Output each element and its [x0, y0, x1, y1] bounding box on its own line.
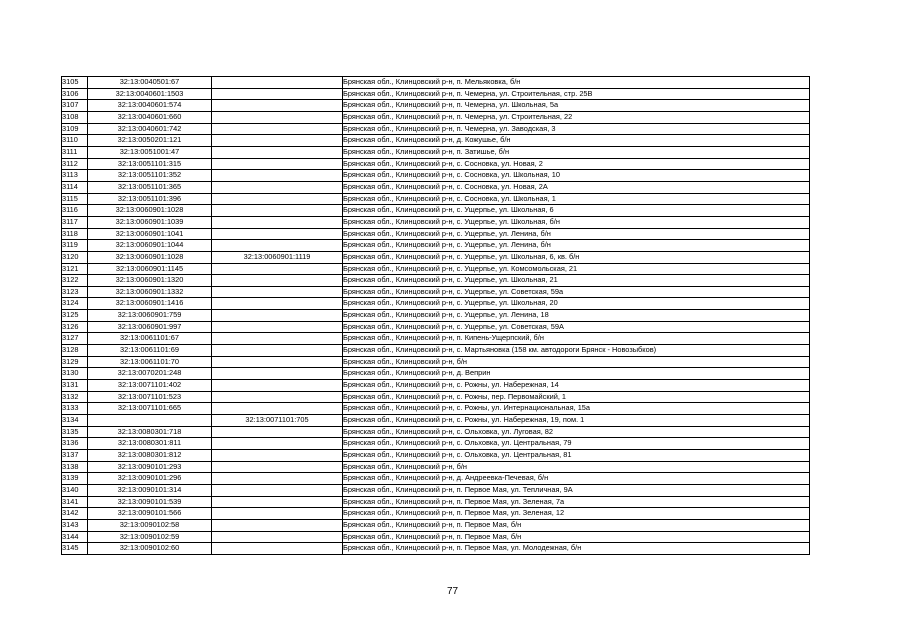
- table-row: [62, 368, 810, 380]
- row-number-cell: 3127: [62, 333, 88, 345]
- table-row: [62, 228, 810, 240]
- row-number-cell: 3132: [62, 391, 88, 403]
- cadastral-number-cell: 32:13:0070201:248: [88, 368, 212, 380]
- row-number-cell: 3133: [62, 403, 88, 415]
- cadastral-number-cell: 32:13:0090102:59: [88, 531, 212, 543]
- property-registry-table: [61, 76, 810, 555]
- linked-cadastral-number-cell: [212, 263, 343, 275]
- linked-cadastral-number-cell: [212, 181, 343, 193]
- address-cell: Брянская обл., Клинцовский р-н, с. Ущерпье, ул. Ленина, б/н: [343, 240, 810, 252]
- row-number-cell: 3138: [62, 461, 88, 473]
- address-cell: Брянская обл., Клинцовский р-н, с. Ольховка, ул. Луговая, 82: [343, 426, 810, 438]
- row-number-cell: 3109: [62, 123, 88, 135]
- row-number-cell: 3143: [62, 519, 88, 531]
- cadastral-number-cell: 32:13:0090101:314: [88, 484, 212, 496]
- cadastral-number-cell: 32:13:0061101:67: [88, 333, 212, 345]
- row-number-cell: 3108: [62, 111, 88, 123]
- linked-cadastral-number-cell: [212, 158, 343, 170]
- address-cell: Брянская обл., Клинцовский р-н, п. Чемерна, ул. Заводская, 3: [343, 123, 810, 135]
- linked-cadastral-number-cell: [212, 368, 343, 380]
- address-cell: Брянская обл., Клинцовский р-н, с. Ущерпье, ул. Советская, 59А: [343, 321, 810, 333]
- address-cell: Брянская обл., Клинцовский р-н, с. Ущерпье, ул. Комсомольская, 21: [343, 263, 810, 275]
- table-row: [62, 77, 810, 89]
- cadastral-number-cell: 32:13:0051101:396: [88, 193, 212, 205]
- address-cell: Брянская обл., Клинцовский р-н, п. Мельяковка, б/н: [343, 77, 810, 89]
- row-number-cell: 3140: [62, 484, 88, 496]
- address-cell: Брянская обл., Клинцовский р-н, с. Ущерпье, ул. Школьная, 6, кв. б/н: [343, 251, 810, 263]
- linked-cadastral-number-cell: [212, 356, 343, 368]
- cadastral-number-cell: 32:13:0060901:1320: [88, 275, 212, 287]
- cadastral-number-cell: 32:13:0060901:1044: [88, 240, 212, 252]
- linked-cadastral-number-cell: [212, 240, 343, 252]
- address-cell: Брянская обл., Клинцовский р-н, д. Андреевка-Печевая, б/н: [343, 473, 810, 485]
- row-number-cell: 3117: [62, 216, 88, 228]
- row-number-cell: 3126: [62, 321, 88, 333]
- table-row: [62, 473, 810, 485]
- cadastral-number-cell: 32:13:0051001:47: [88, 146, 212, 158]
- table-row: [62, 298, 810, 310]
- address-cell: Брянская обл., Клинцовский р-н, п. Чемерна, ул. Строительная, стр. 25В: [343, 88, 810, 100]
- cadastral-number-cell: 32:13:0060901:1039: [88, 216, 212, 228]
- linked-cadastral-number-cell: [212, 100, 343, 112]
- linked-cadastral-number-cell: [212, 298, 343, 310]
- cadastral-number-cell: 32:13:0060901:1332: [88, 286, 212, 298]
- row-number-cell: 3129: [62, 356, 88, 368]
- linked-cadastral-number-cell: [212, 193, 343, 205]
- cadastral-number-cell: 32:13:0090101:539: [88, 496, 212, 508]
- row-number-cell: 3122: [62, 275, 88, 287]
- cadastral-number-cell: 32:13:0040601:660: [88, 111, 212, 123]
- row-number-cell: 3125: [62, 310, 88, 322]
- cadastral-number-cell: 32:13:0071101:523: [88, 391, 212, 403]
- table-row: [62, 193, 810, 205]
- cadastral-number-cell: 32:13:0060901:1145: [88, 263, 212, 275]
- linked-cadastral-number-cell: [212, 380, 343, 392]
- row-number-cell: 3121: [62, 263, 88, 275]
- address-cell: Брянская обл., Клинцовский р-н, с. Ущерпье, ул. Школьная, 20: [343, 298, 810, 310]
- row-number-cell: 3118: [62, 228, 88, 240]
- linked-cadastral-number-cell: [212, 286, 343, 298]
- table-row: [62, 461, 810, 473]
- address-cell: Брянская обл., Клинцовский р-н, п. Первое Мая, б/н: [343, 531, 810, 543]
- cadastral-number-cell: 32:13:0051101:352: [88, 170, 212, 182]
- row-number-cell: 3114: [62, 181, 88, 193]
- row-number-cell: 3141: [62, 496, 88, 508]
- table-row: [62, 426, 810, 438]
- address-cell: Брянская обл., Клинцовский р-н, с. Рожны, ул. Интернациональная, 15а: [343, 403, 810, 415]
- table-row: [62, 123, 810, 135]
- row-number-cell: 3145: [62, 543, 88, 555]
- row-number-cell: 3137: [62, 450, 88, 462]
- row-number-cell: 3131: [62, 380, 88, 392]
- cadastral-number-cell: 32:13:0060901:1041: [88, 228, 212, 240]
- table-row: [62, 158, 810, 170]
- row-number-cell: 3113: [62, 170, 88, 182]
- linked-cadastral-number-cell: [212, 321, 343, 333]
- table-row: [62, 240, 810, 252]
- table-row: [62, 216, 810, 228]
- table-row: [62, 415, 810, 427]
- row-number-cell: 3106: [62, 88, 88, 100]
- table-row: [62, 170, 810, 182]
- address-cell: Брянская обл., Клинцовский р-н, с. Ущерпье, ул. Ленина, 18: [343, 310, 810, 322]
- cadastral-number-cell: 32:13:0061101:69: [88, 345, 212, 357]
- cadastral-number-cell: 32:13:0071101:402: [88, 380, 212, 392]
- cadastral-number-cell: 32:13:0040601:742: [88, 123, 212, 135]
- row-number-cell: 3136: [62, 438, 88, 450]
- table-row: [62, 88, 810, 100]
- linked-cadastral-number-cell: [212, 216, 343, 228]
- cadastral-number-cell: 32:13:0090102:58: [88, 519, 212, 531]
- table-row: [62, 286, 810, 298]
- cadastral-number-cell: 32:13:0051101:365: [88, 181, 212, 193]
- table-row: [62, 263, 810, 275]
- cadastral-number-cell: 32:13:0090101:293: [88, 461, 212, 473]
- address-cell: Брянская обл., Клинцовский р-н, с. Ущерпье, ул. Советская, 59а: [343, 286, 810, 298]
- address-cell: Брянская обл., Клинцовский р-н, б/н: [343, 356, 810, 368]
- linked-cadastral-number-cell: [212, 88, 343, 100]
- address-cell: Брянская обл., Клинцовский р-н, с. Сосновка, ул. Школьная, 10: [343, 170, 810, 182]
- linked-cadastral-number-cell: [212, 450, 343, 462]
- cadastral-number-cell: 32:13:0060901:1028: [88, 205, 212, 217]
- table-row: [62, 100, 810, 112]
- row-number-cell: 3144: [62, 531, 88, 543]
- table-row: [62, 438, 810, 450]
- table-row: [62, 380, 810, 392]
- table-row: [62, 146, 810, 158]
- address-cell: Брянская обл., Клинцовский р-н, с. Ущерпье, ул. Ленина, б/н: [343, 228, 810, 240]
- cadastral-number-cell: 32:13:0080301:718: [88, 426, 212, 438]
- address-cell: Брянская обл., Клинцовский р-н, с. Рожны, ул. Набережная, 14: [343, 380, 810, 392]
- table-row: [62, 403, 810, 415]
- table-row: [62, 519, 810, 531]
- table-row: [62, 508, 810, 520]
- linked-cadastral-number-cell: [212, 543, 343, 555]
- cadastral-number-cell: [88, 415, 212, 427]
- table-row: [62, 310, 810, 322]
- table-row: [62, 345, 810, 357]
- cadastral-number-cell: 32:13:0050201:121: [88, 135, 212, 147]
- address-cell: Брянская обл., Клинцовский р-н, с. Сосновка, ул. Новая, 2: [343, 158, 810, 170]
- address-cell: Брянская обл., Клинцовский р-н, б/н: [343, 461, 810, 473]
- linked-cadastral-number-cell: [212, 123, 343, 135]
- table-row: [62, 496, 810, 508]
- table-row: [62, 181, 810, 193]
- row-number-cell: 3135: [62, 426, 88, 438]
- address-cell: Брянская обл., Клинцовский р-н, с. Рожны, ул. Набережная, 19, пом. 1: [343, 415, 810, 427]
- linked-cadastral-number-cell: 32:13:0071101:705: [212, 415, 343, 427]
- cadastral-number-cell: 32:13:0060901:1416: [88, 298, 212, 310]
- registry-table-body: [62, 77, 810, 555]
- cadastral-number-cell: 32:13:0080301:811: [88, 438, 212, 450]
- linked-cadastral-number-cell: [212, 461, 343, 473]
- table-row: [62, 333, 810, 345]
- linked-cadastral-number-cell: [212, 275, 343, 287]
- cadastral-number-cell: 32:13:0040501:67: [88, 77, 212, 89]
- row-number-cell: 3115: [62, 193, 88, 205]
- cadastral-number-cell: 32:13:0051101:315: [88, 158, 212, 170]
- row-number-cell: 3111: [62, 146, 88, 158]
- row-number-cell: 3134: [62, 415, 88, 427]
- table-row: [62, 275, 810, 287]
- address-cell: Брянская обл., Клинцовский р-н, д. Веприн: [343, 368, 810, 380]
- linked-cadastral-number-cell: [212, 496, 343, 508]
- page-number: 77: [446, 586, 459, 597]
- linked-cadastral-number-cell: [212, 426, 343, 438]
- table-row: [62, 531, 810, 543]
- linked-cadastral-number-cell: [212, 345, 343, 357]
- address-cell: Брянская обл., Клинцовский р-н, п. Кипень-Ущерпский, б/н: [343, 333, 810, 345]
- linked-cadastral-number-cell: [212, 77, 343, 89]
- linked-cadastral-number-cell: [212, 135, 343, 147]
- address-cell: Брянская обл., Клинцовский р-н, п. Первое Мая, ул. Зеленая, 7а: [343, 496, 810, 508]
- row-number-cell: 3130: [62, 368, 88, 380]
- address-cell: Брянская обл., Клинцовский р-н, п. Первое Мая, б/н: [343, 519, 810, 531]
- table-row: [62, 205, 810, 217]
- address-cell: Брянская обл., Клинцовский р-н, с. Сосновка, ул. Школьная, 1: [343, 193, 810, 205]
- address-cell: Брянская обл., Клинцовский р-н, с. Рожны, пер. Первомайский, 1: [343, 391, 810, 403]
- address-cell: Брянская обл., Клинцовский р-н, п. Первое Мая, ул. Молодежная, б/н: [343, 543, 810, 555]
- linked-cadastral-number-cell: [212, 438, 343, 450]
- address-cell: Брянская обл., Клинцовский р-н, с. Сосновка, ул. Новая, 2А: [343, 181, 810, 193]
- linked-cadastral-number-cell: [212, 403, 343, 415]
- linked-cadastral-number-cell: [212, 146, 343, 158]
- linked-cadastral-number-cell: [212, 170, 343, 182]
- table-row: [62, 111, 810, 123]
- table-row: [62, 484, 810, 496]
- linked-cadastral-number-cell: [212, 391, 343, 403]
- row-number-cell: 3123: [62, 286, 88, 298]
- address-cell: Брянская обл., Клинцовский р-н, с. Ущерпье, ул. Школьная, 21: [343, 275, 810, 287]
- cadastral-number-cell: 32:13:0060901:1028: [88, 251, 212, 263]
- table-row: [62, 321, 810, 333]
- address-cell: Брянская обл., Клинцовский р-н, д. Кожушье, б/н: [343, 135, 810, 147]
- linked-cadastral-number-cell: [212, 484, 343, 496]
- address-cell: Брянская обл., Клинцовский р-н, с. Ольховка, ул. Центральная, 81: [343, 450, 810, 462]
- row-number-cell: 3105: [62, 77, 88, 89]
- cadastral-number-cell: 32:13:0071101:665: [88, 403, 212, 415]
- table-row: [62, 135, 810, 147]
- address-cell: Брянская обл., Клинцовский р-н, с. Ущерпье, ул. Школьная, 6: [343, 205, 810, 217]
- table-row: [62, 391, 810, 403]
- linked-cadastral-number-cell: [212, 531, 343, 543]
- row-number-cell: 3112: [62, 158, 88, 170]
- row-number-cell: 3119: [62, 240, 88, 252]
- cadastral-number-cell: 32:13:0090101:566: [88, 508, 212, 520]
- address-cell: Брянская обл., Клинцовский р-н, с. Ольховка, ул. Центральная, 79: [343, 438, 810, 450]
- address-cell: Брянская обл., Клинцовский р-н, п. Первое Мая, ул. Зеленая, 12: [343, 508, 810, 520]
- row-number-cell: 3124: [62, 298, 88, 310]
- row-number-cell: 3139: [62, 473, 88, 485]
- linked-cadastral-number-cell: [212, 333, 343, 345]
- address-cell: Брянская обл., Клинцовский р-н, п. Чемерна, ул. Строительная, 22: [343, 111, 810, 123]
- linked-cadastral-number-cell: [212, 228, 343, 240]
- cadastral-number-cell: 32:13:0080301:812: [88, 450, 212, 462]
- row-number-cell: 3128: [62, 345, 88, 357]
- address-cell: Брянская обл., Клинцовский р-н, с. Ущерпье, ул. Школьная, б/н: [343, 216, 810, 228]
- row-number-cell: 3142: [62, 508, 88, 520]
- cadastral-number-cell: 32:13:0090102:60: [88, 543, 212, 555]
- cadastral-number-cell: 32:13:0040601:574: [88, 100, 212, 112]
- address-cell: Брянская обл., Клинцовский р-н, с. Мартьяновка (158 км. автодороги Брянск - Новозыбков): [343, 345, 810, 357]
- linked-cadastral-number-cell: [212, 508, 343, 520]
- row-number-cell: 3110: [62, 135, 88, 147]
- linked-cadastral-number-cell: [212, 205, 343, 217]
- row-number-cell: 3120: [62, 251, 88, 263]
- cadastral-number-cell: 32:13:0060901:759: [88, 310, 212, 322]
- table-row: [62, 356, 810, 368]
- table-row: [62, 543, 810, 555]
- linked-cadastral-number-cell: [212, 310, 343, 322]
- address-cell: Брянская обл., Клинцовский р-н, п. Первое Мая, ул. Тепличная, 9А: [343, 484, 810, 496]
- cadastral-number-cell: 32:13:0090101:296: [88, 473, 212, 485]
- table-row: [62, 450, 810, 462]
- cadastral-number-cell: 32:13:0040601:1503: [88, 88, 212, 100]
- address-cell: Брянская обл., Клинцовский р-н, п. Затишье, б/н: [343, 146, 810, 158]
- linked-cadastral-number-cell: [212, 519, 343, 531]
- cadastral-number-cell: 32:13:0060901:997: [88, 321, 212, 333]
- linked-cadastral-number-cell: [212, 111, 343, 123]
- row-number-cell: 3107: [62, 100, 88, 112]
- address-cell: Брянская обл., Клинцовский р-н, п. Чемерна, ул. Школьная, 5а: [343, 100, 810, 112]
- linked-cadastral-number-cell: [212, 473, 343, 485]
- linked-cadastral-number-cell: 32:13:0060901:1119: [212, 251, 343, 263]
- row-number-cell: 3116: [62, 205, 88, 217]
- table-row: [62, 251, 810, 263]
- cadastral-number-cell: 32:13:0061101:70: [88, 356, 212, 368]
